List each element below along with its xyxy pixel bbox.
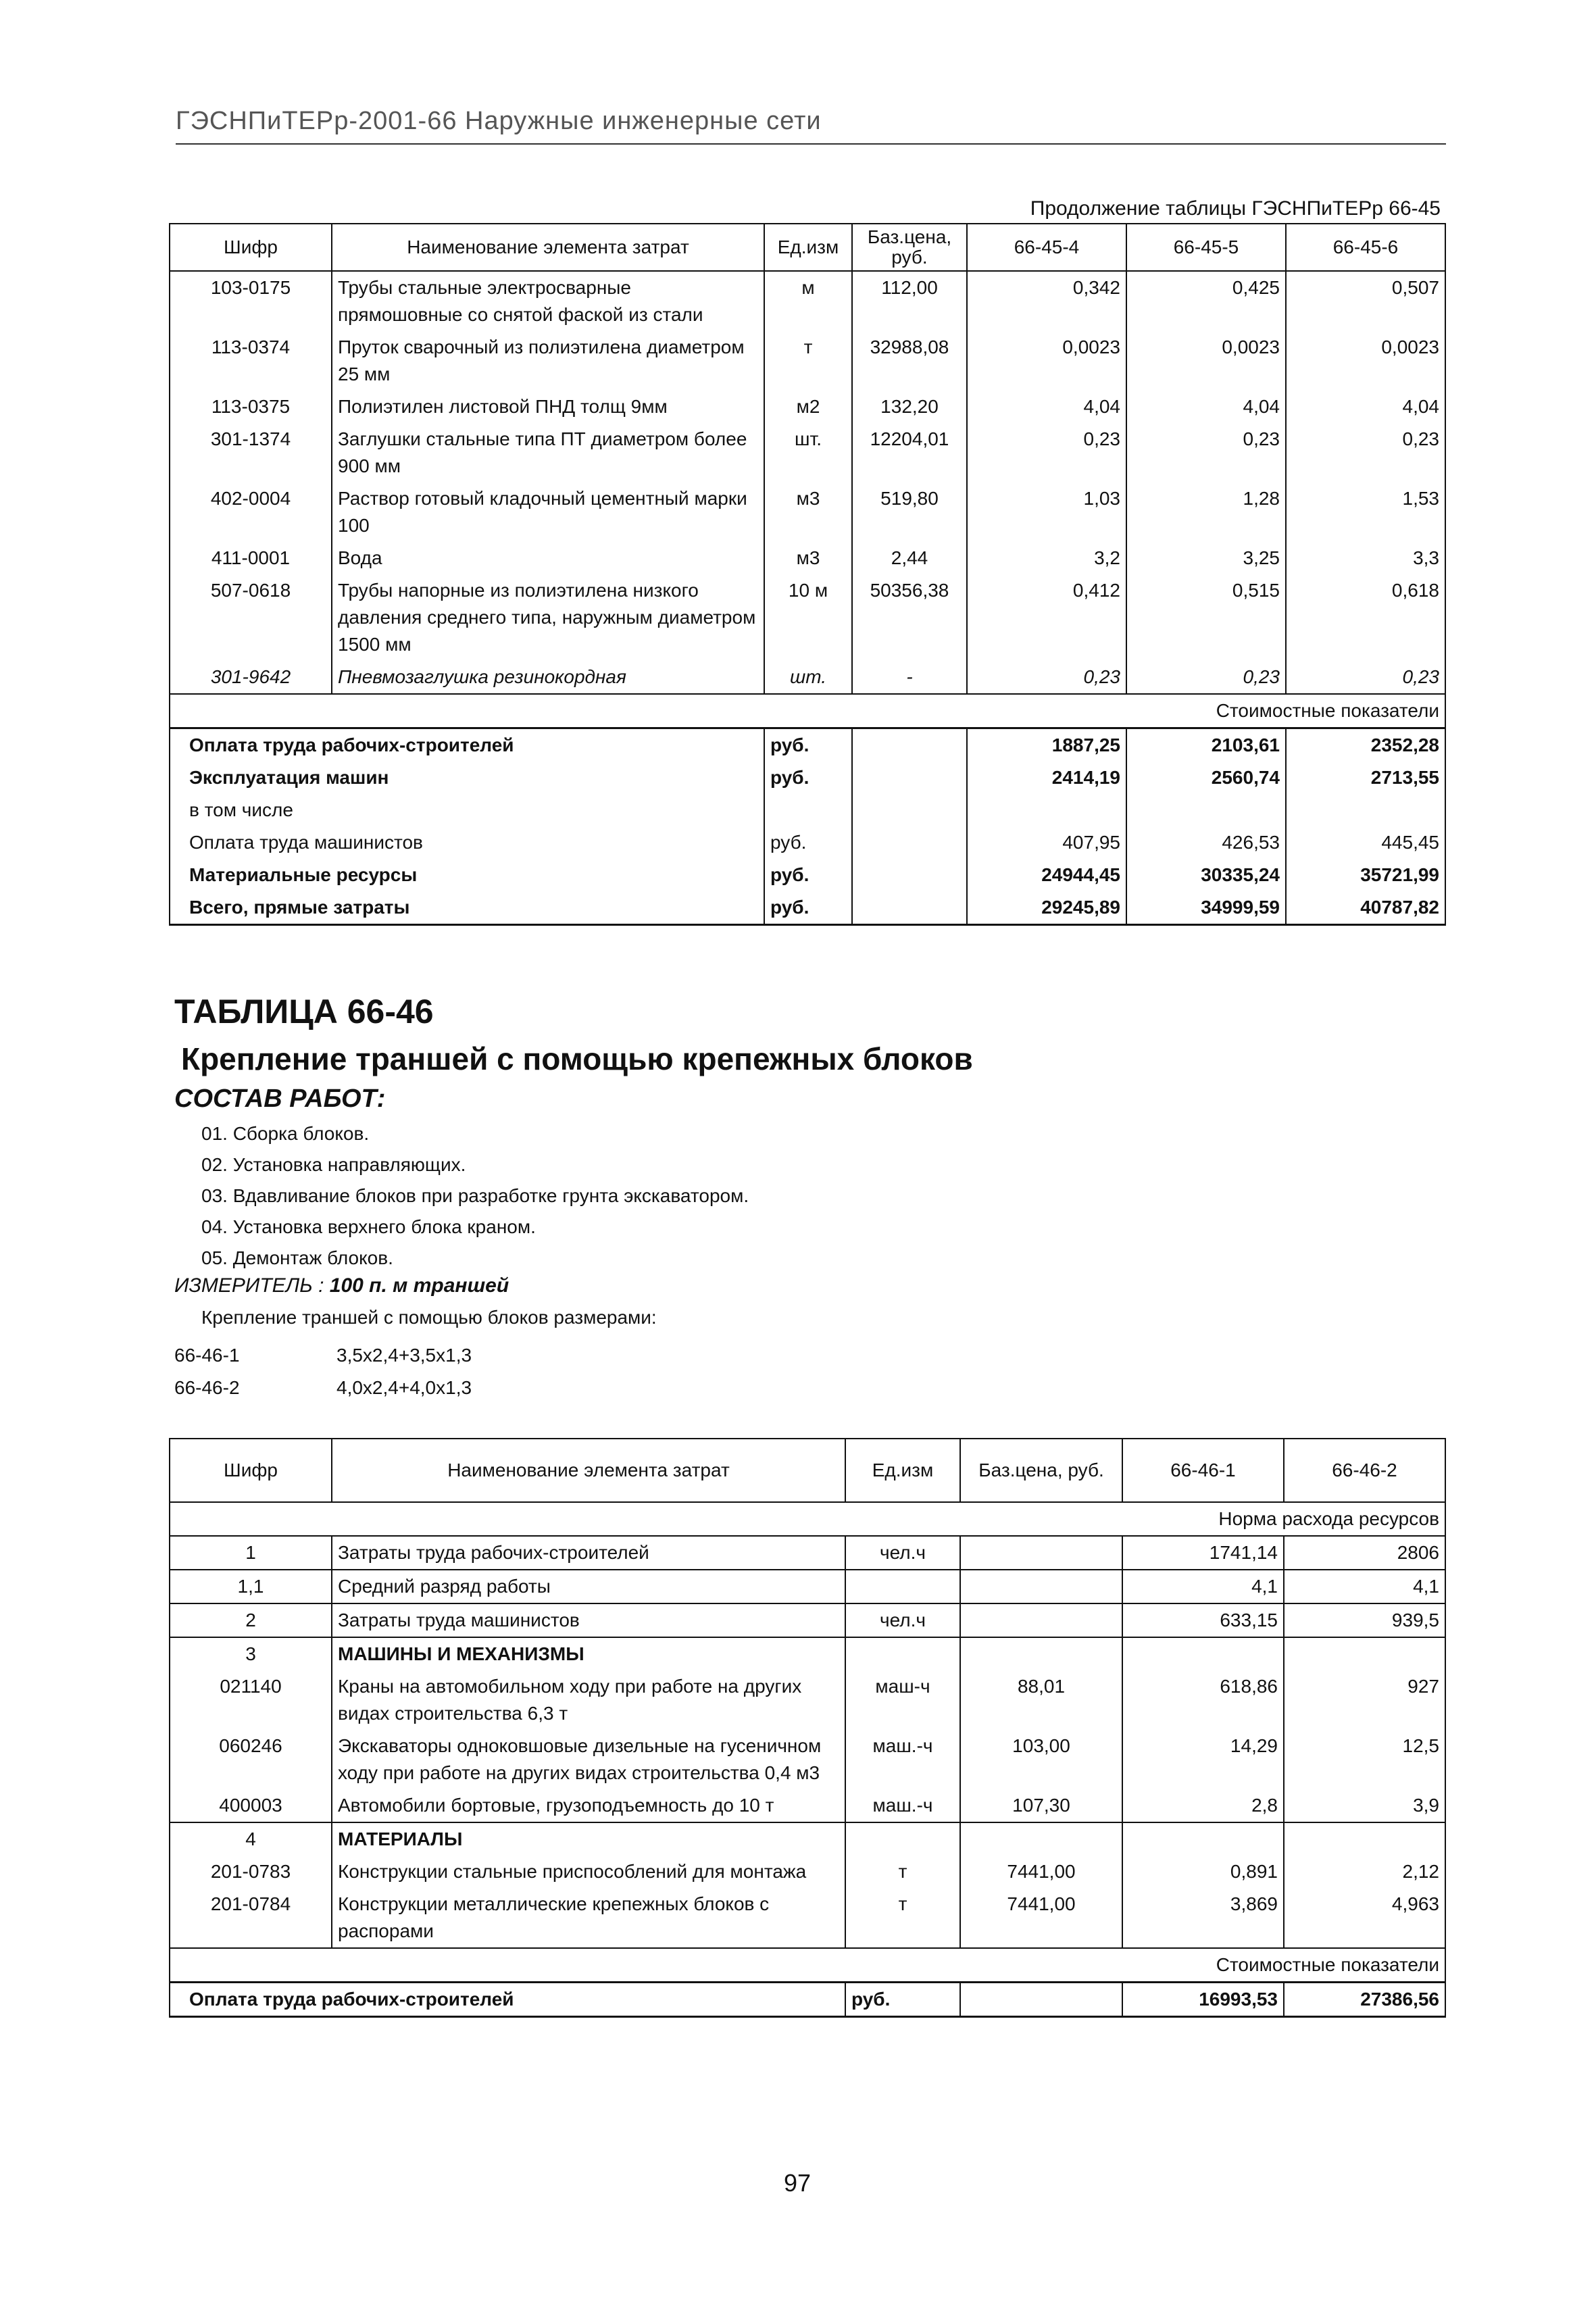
row-price: 7441,00 bbox=[960, 1888, 1122, 1948]
row-name: Конструкции металлические крепежных блоков с распорами bbox=[332, 1888, 845, 1948]
summary-price-empty bbox=[852, 826, 967, 859]
summary-value-3: 35721,99 bbox=[1286, 859, 1445, 891]
summary-unit: руб. bbox=[764, 826, 852, 859]
row-unit: м3 bbox=[764, 482, 852, 542]
row-code: 113-0374 bbox=[170, 331, 332, 391]
row-name: Трубы стальные электросварные прямошовные со снятой фаской из стали bbox=[332, 271, 764, 331]
row-value-1: 633,15 bbox=[1122, 1603, 1284, 1637]
summary-row bbox=[170, 794, 1445, 826]
row-unit: м bbox=[764, 271, 852, 331]
summary-unit: руб. bbox=[764, 859, 852, 891]
row-code: 507-0618 bbox=[170, 574, 332, 661]
summary-row bbox=[170, 826, 1445, 859]
row-unit: маш.-ч bbox=[845, 1730, 960, 1789]
summary-label: Материальные ресурсы bbox=[170, 859, 764, 891]
blocks-intro: Крепление траншей с помощью блоков размерами: bbox=[201, 1307, 657, 1328]
cost-indicators-label: Стоимостные показатели bbox=[170, 1948, 1445, 1983]
row-code: 3 bbox=[170, 1637, 332, 1670]
row-value-3: 0,23 bbox=[1286, 661, 1445, 694]
row-unit: чел.ч bbox=[845, 1536, 960, 1570]
summary-value-2: 2103,61 bbox=[1126, 728, 1286, 762]
row-value-1: 3,869 bbox=[1122, 1888, 1284, 1948]
table-row bbox=[170, 482, 1445, 542]
row-name: Средний разряд работы bbox=[332, 1570, 845, 1603]
column-header-code: Шифр bbox=[170, 224, 332, 271]
row-price bbox=[960, 1536, 1122, 1570]
measure-line bbox=[174, 1274, 509, 1297]
row-unit: 10 м bbox=[764, 574, 852, 661]
table-row bbox=[170, 574, 1445, 661]
summary-unit: руб. bbox=[845, 1983, 960, 2017]
norm-label-row bbox=[170, 1502, 1445, 1536]
row-value-3: 3,3 bbox=[1286, 542, 1445, 574]
row-unit: м2 bbox=[764, 391, 852, 423]
work-composition-label: СОСТАВ РАБОТ: bbox=[174, 1085, 386, 1113]
row-value-2: 4,963 bbox=[1284, 1888, 1445, 1948]
table-header-row bbox=[170, 1439, 1445, 1502]
table-header-row bbox=[170, 224, 1445, 271]
row-value-1: 0,23 bbox=[967, 423, 1126, 482]
row-code: 201-0783 bbox=[170, 1856, 332, 1888]
summary-label: Эксплуатация машин bbox=[170, 762, 764, 794]
table-row bbox=[170, 1789, 1445, 1822]
document-header-title: ГЭСНПиТЕРр-2001-66 Наружные инженерные сети bbox=[176, 107, 822, 135]
row-value-1: 0,0023 bbox=[967, 331, 1126, 391]
column-header-variant-1: 66-46-1 bbox=[1122, 1439, 1284, 1502]
row-value-2: 3,25 bbox=[1126, 542, 1286, 574]
row-name: Заглушки стальные типа ПТ диаметром более 900 мм bbox=[332, 423, 764, 482]
row-value-2: 4,1 bbox=[1284, 1570, 1445, 1603]
column-header-variant-1: 66-45-4 bbox=[967, 224, 1126, 271]
measure-value: 100 п. м траншей bbox=[329, 1274, 509, 1297]
row-unit: шт. bbox=[764, 661, 852, 694]
row-value-1: 0,412 bbox=[967, 574, 1126, 661]
row-code: 4 bbox=[170, 1822, 332, 1856]
column-header-code: Шифр bbox=[170, 1439, 332, 1502]
row-price: 112,00 bbox=[852, 271, 967, 331]
table-row bbox=[170, 661, 1445, 694]
summary-unit: руб. bbox=[764, 728, 852, 762]
table-row bbox=[170, 1637, 1445, 1670]
row-value-1: 618,86 bbox=[1122, 1670, 1284, 1730]
row-value-2: 927 bbox=[1284, 1670, 1445, 1730]
row-value-1 bbox=[1122, 1637, 1284, 1670]
row-value-2: 0,515 bbox=[1126, 574, 1286, 661]
column-header-price: Баз.цена, руб. bbox=[852, 224, 967, 271]
row-code: 201-0784 bbox=[170, 1888, 332, 1948]
column-header-variant-3: 66-45-6 bbox=[1286, 224, 1445, 271]
row-unit bbox=[845, 1570, 960, 1603]
row-value-3: 4,04 bbox=[1286, 391, 1445, 423]
row-value-1: 14,29 bbox=[1122, 1730, 1284, 1789]
work-list bbox=[201, 1118, 749, 1274]
row-code: 301-1374 bbox=[170, 423, 332, 482]
row-code: 411-0001 bbox=[170, 542, 332, 574]
row-value-1: 0,891 bbox=[1122, 1856, 1284, 1888]
row-unit: м3 bbox=[764, 542, 852, 574]
row-unit: т bbox=[845, 1888, 960, 1948]
variant-item bbox=[174, 1339, 472, 1372]
continuation-caption: Продолжение таблицы ГЭСНПиТЕРр 66-45 bbox=[1030, 197, 1441, 220]
row-name: Пневмозаглушка резинокордная bbox=[332, 661, 764, 694]
table-row bbox=[170, 1536, 1445, 1570]
row-value-3: 0,507 bbox=[1286, 271, 1445, 331]
page-number: 97 bbox=[784, 2169, 812, 2197]
row-name: Полиэтилен листовой ПНД толщ 9мм bbox=[332, 391, 764, 423]
section-label-row bbox=[170, 694, 1445, 728]
row-price: 32988,08 bbox=[852, 331, 967, 391]
variant-list bbox=[174, 1339, 472, 1404]
row-unit: т bbox=[845, 1856, 960, 1888]
row-value-2: 12,5 bbox=[1284, 1730, 1445, 1789]
summary-value-3: 445,45 bbox=[1286, 826, 1445, 859]
summary-label: Оплата труда рабочих-строителей bbox=[170, 728, 764, 762]
table-row bbox=[170, 1603, 1445, 1637]
summary-value-1: 16993,53 bbox=[1122, 1983, 1284, 2017]
row-unit: маш-ч bbox=[845, 1670, 960, 1730]
cost-table-66-45 bbox=[169, 223, 1446, 926]
row-name: Раствор готовый кладочный цементный марки 100 bbox=[332, 482, 764, 542]
summary-price-empty bbox=[852, 859, 967, 891]
row-value-3: 0,23 bbox=[1286, 423, 1445, 482]
table-row bbox=[170, 331, 1445, 391]
resource-norm-label: Норма расхода ресурсов bbox=[170, 1502, 1445, 1536]
row-value-1: 3,2 bbox=[967, 542, 1126, 574]
row-value-1: 4,04 bbox=[967, 391, 1126, 423]
table-row bbox=[170, 1670, 1445, 1730]
summary-label: Всего, прямые затраты bbox=[170, 891, 764, 925]
row-price: 519,80 bbox=[852, 482, 967, 542]
summary-unit: руб. bbox=[764, 891, 852, 925]
work-item: 04. Установка верхнего блока краном. bbox=[201, 1216, 536, 1237]
column-header-unit: Ед.изм bbox=[845, 1439, 960, 1502]
row-name: Затраты труда машинистов bbox=[332, 1603, 845, 1637]
row-code: 402-0004 bbox=[170, 482, 332, 542]
summary-value-2: 426,53 bbox=[1126, 826, 1286, 859]
row-value-2: 0,425 bbox=[1126, 271, 1286, 331]
row-value-1 bbox=[1122, 1822, 1284, 1856]
column-header-price: Баз.цена, руб. bbox=[960, 1439, 1122, 1502]
summary-value-3: 2713,55 bbox=[1286, 762, 1445, 794]
variant-size: 3,5x2,4+3,5x1,3 bbox=[336, 1345, 472, 1366]
row-name: МАТЕРИАЛЫ bbox=[332, 1822, 845, 1856]
row-price: 50356,38 bbox=[852, 574, 967, 661]
row-code: 103-0175 bbox=[170, 271, 332, 331]
row-value-3: 1,53 bbox=[1286, 482, 1445, 542]
row-name: Трубы напорные из полиэтилена низкого давления среднего типа, наружным диаметром 1500 мм bbox=[332, 574, 764, 661]
summary-row bbox=[170, 891, 1445, 925]
summary-row bbox=[170, 1983, 1445, 2017]
row-value-3: 0,618 bbox=[1286, 574, 1445, 661]
row-price: 103,00 bbox=[960, 1730, 1122, 1789]
row-price bbox=[960, 1570, 1122, 1603]
summary-value-2: 2560,74 bbox=[1126, 762, 1286, 794]
row-code: 113-0375 bbox=[170, 391, 332, 423]
row-code: 2 bbox=[170, 1603, 332, 1637]
table-row bbox=[170, 1730, 1445, 1789]
row-unit: чел.ч bbox=[845, 1603, 960, 1637]
row-value-2: 2806 bbox=[1284, 1536, 1445, 1570]
summary-value-3 bbox=[1286, 794, 1445, 826]
row-name: Экскаваторы одноковшовые дизельные на гусеничном ходу при работе на других видах строительства 0,4 м3 bbox=[332, 1730, 845, 1789]
summary-value-1: 24944,45 bbox=[967, 859, 1126, 891]
work-item: 01. Сборка блоков. bbox=[201, 1123, 370, 1144]
row-value-2: 0,0023 bbox=[1126, 331, 1286, 391]
column-header-variant-2: 66-45-5 bbox=[1126, 224, 1286, 271]
summary-value-3: 40787,82 bbox=[1286, 891, 1445, 925]
row-price: 7441,00 bbox=[960, 1856, 1122, 1888]
row-code: 400003 bbox=[170, 1789, 332, 1822]
column-header-name: Наименование элемента затрат bbox=[332, 1439, 845, 1502]
summary-price-empty bbox=[852, 891, 967, 925]
table-row bbox=[170, 423, 1445, 482]
section-label-row bbox=[170, 1948, 1445, 1983]
summary-value-2 bbox=[1126, 794, 1286, 826]
row-value-2: 939,5 bbox=[1284, 1603, 1445, 1637]
table-row bbox=[170, 271, 1445, 331]
table-row bbox=[170, 1822, 1445, 1856]
summary-value-2: 34999,59 bbox=[1126, 891, 1286, 925]
table-row bbox=[170, 391, 1445, 423]
header-divider bbox=[176, 143, 1446, 145]
row-value-2: 2,12 bbox=[1284, 1856, 1445, 1888]
row-name: Краны на автомобильном ходу при работе на других видах строительства 6,3 т bbox=[332, 1670, 845, 1730]
table-title: ТАБЛИЦА 66-46 bbox=[174, 993, 434, 1030]
row-name: Вода bbox=[332, 542, 764, 574]
row-price: 107,30 bbox=[960, 1789, 1122, 1822]
summary-value-3: 2352,28 bbox=[1286, 728, 1445, 762]
table-row bbox=[170, 1888, 1445, 1948]
row-name: МАШИНЫ И МЕХАНИЗМЫ bbox=[332, 1637, 845, 1670]
table-row bbox=[170, 1856, 1445, 1888]
row-price bbox=[960, 1822, 1122, 1856]
summary-value-1: 2414,19 bbox=[967, 762, 1126, 794]
row-value-1: 1,03 bbox=[967, 482, 1126, 542]
table-row bbox=[170, 542, 1445, 574]
summary-label: Оплата труда машинистов bbox=[170, 826, 764, 859]
variant-code: 66-46-1 bbox=[174, 1345, 240, 1366]
row-value-1: 2,8 bbox=[1122, 1789, 1284, 1822]
summary-unit bbox=[764, 794, 852, 826]
variant-code: 66-46-2 bbox=[174, 1377, 240, 1398]
table-subtitle: Крепление траншей с помощью крепежных блоков bbox=[181, 1041, 973, 1076]
row-value-1: 4,1 bbox=[1122, 1570, 1284, 1603]
row-price: - bbox=[852, 661, 967, 694]
row-code: 021140 bbox=[170, 1670, 332, 1730]
summary-row bbox=[170, 859, 1445, 891]
summary-value-2: 30335,24 bbox=[1126, 859, 1286, 891]
row-value-2: 1,28 bbox=[1126, 482, 1286, 542]
row-unit bbox=[845, 1637, 960, 1670]
row-unit: шт. bbox=[764, 423, 852, 482]
row-name: Автомобили бортовые, грузоподъемность до 10 т bbox=[332, 1789, 845, 1822]
cost-table-66-46 bbox=[169, 1438, 1446, 2018]
row-code: 1,1 bbox=[170, 1570, 332, 1603]
summary-unit: руб. bbox=[764, 762, 852, 794]
table-row bbox=[170, 1570, 1445, 1603]
row-name: Затраты труда рабочих-строителей bbox=[332, 1536, 845, 1570]
summary-value-1: 407,95 bbox=[967, 826, 1126, 859]
work-item: 03. Вдавливание блоков при разработке грунта экскаватором. bbox=[201, 1185, 749, 1206]
summary-price-empty bbox=[852, 728, 967, 762]
column-header-name: Наименование элемента затрат bbox=[332, 224, 764, 271]
summary-value-1: 29245,89 bbox=[967, 891, 1126, 925]
row-code: 060246 bbox=[170, 1730, 332, 1789]
row-price: 132,20 bbox=[852, 391, 967, 423]
column-header-unit: Ед.изм bbox=[764, 224, 852, 271]
row-code: 301-9642 bbox=[170, 661, 332, 694]
cost-indicators-label: Стоимостные показатели bbox=[170, 694, 1445, 728]
row-value-2: 4,04 bbox=[1126, 391, 1286, 423]
summary-price-empty bbox=[852, 762, 967, 794]
row-price bbox=[960, 1637, 1122, 1670]
row-value-2: 0,23 bbox=[1126, 423, 1286, 482]
summary-value-1: 1887,25 bbox=[967, 728, 1126, 762]
summary-value-1 bbox=[967, 794, 1126, 826]
row-price: 88,01 bbox=[960, 1670, 1122, 1730]
row-value-1: 1741,14 bbox=[1122, 1536, 1284, 1570]
row-value-2 bbox=[1284, 1637, 1445, 1670]
summary-row bbox=[170, 728, 1445, 762]
row-unit: маш.-ч bbox=[845, 1789, 960, 1822]
row-name: Конструкции стальные приспособлений для монтажа bbox=[332, 1856, 845, 1888]
row-price: 2,44 bbox=[852, 542, 967, 574]
row-value-2 bbox=[1284, 1822, 1445, 1856]
summary-value-2: 27386,56 bbox=[1284, 1983, 1445, 2017]
row-unit bbox=[845, 1822, 960, 1856]
row-unit: т bbox=[764, 331, 852, 391]
row-price bbox=[960, 1603, 1122, 1637]
column-header-variant-2: 66-46-2 bbox=[1284, 1439, 1445, 1502]
summary-label: Оплата труда рабочих-строителей bbox=[170, 1983, 845, 2017]
row-code: 1 bbox=[170, 1536, 332, 1570]
row-value-2: 0,23 bbox=[1126, 661, 1286, 694]
summary-row bbox=[170, 762, 1445, 794]
work-item: 05. Демонтаж блоков. bbox=[201, 1247, 393, 1268]
measure-label: ИЗМЕРИТЕЛЬ : bbox=[174, 1274, 330, 1297]
variant-size: 4,0x2,4+4,0x1,3 bbox=[336, 1377, 472, 1398]
variant-item bbox=[174, 1372, 472, 1404]
row-value-1: 0,342 bbox=[967, 271, 1126, 331]
row-name: Пруток сварочный из полиэтилена диаметром 25 мм bbox=[332, 331, 764, 391]
row-price: 12204,01 bbox=[852, 423, 967, 482]
row-value-2: 3,9 bbox=[1284, 1789, 1445, 1822]
work-item: 02. Установка направляющих. bbox=[201, 1154, 466, 1175]
summary-label: в том числе bbox=[170, 794, 764, 826]
row-value-1: 0,23 bbox=[967, 661, 1126, 694]
row-value-3: 0,0023 bbox=[1286, 331, 1445, 391]
summary-price-empty bbox=[852, 794, 967, 826]
summary-price-empty bbox=[960, 1983, 1122, 2017]
